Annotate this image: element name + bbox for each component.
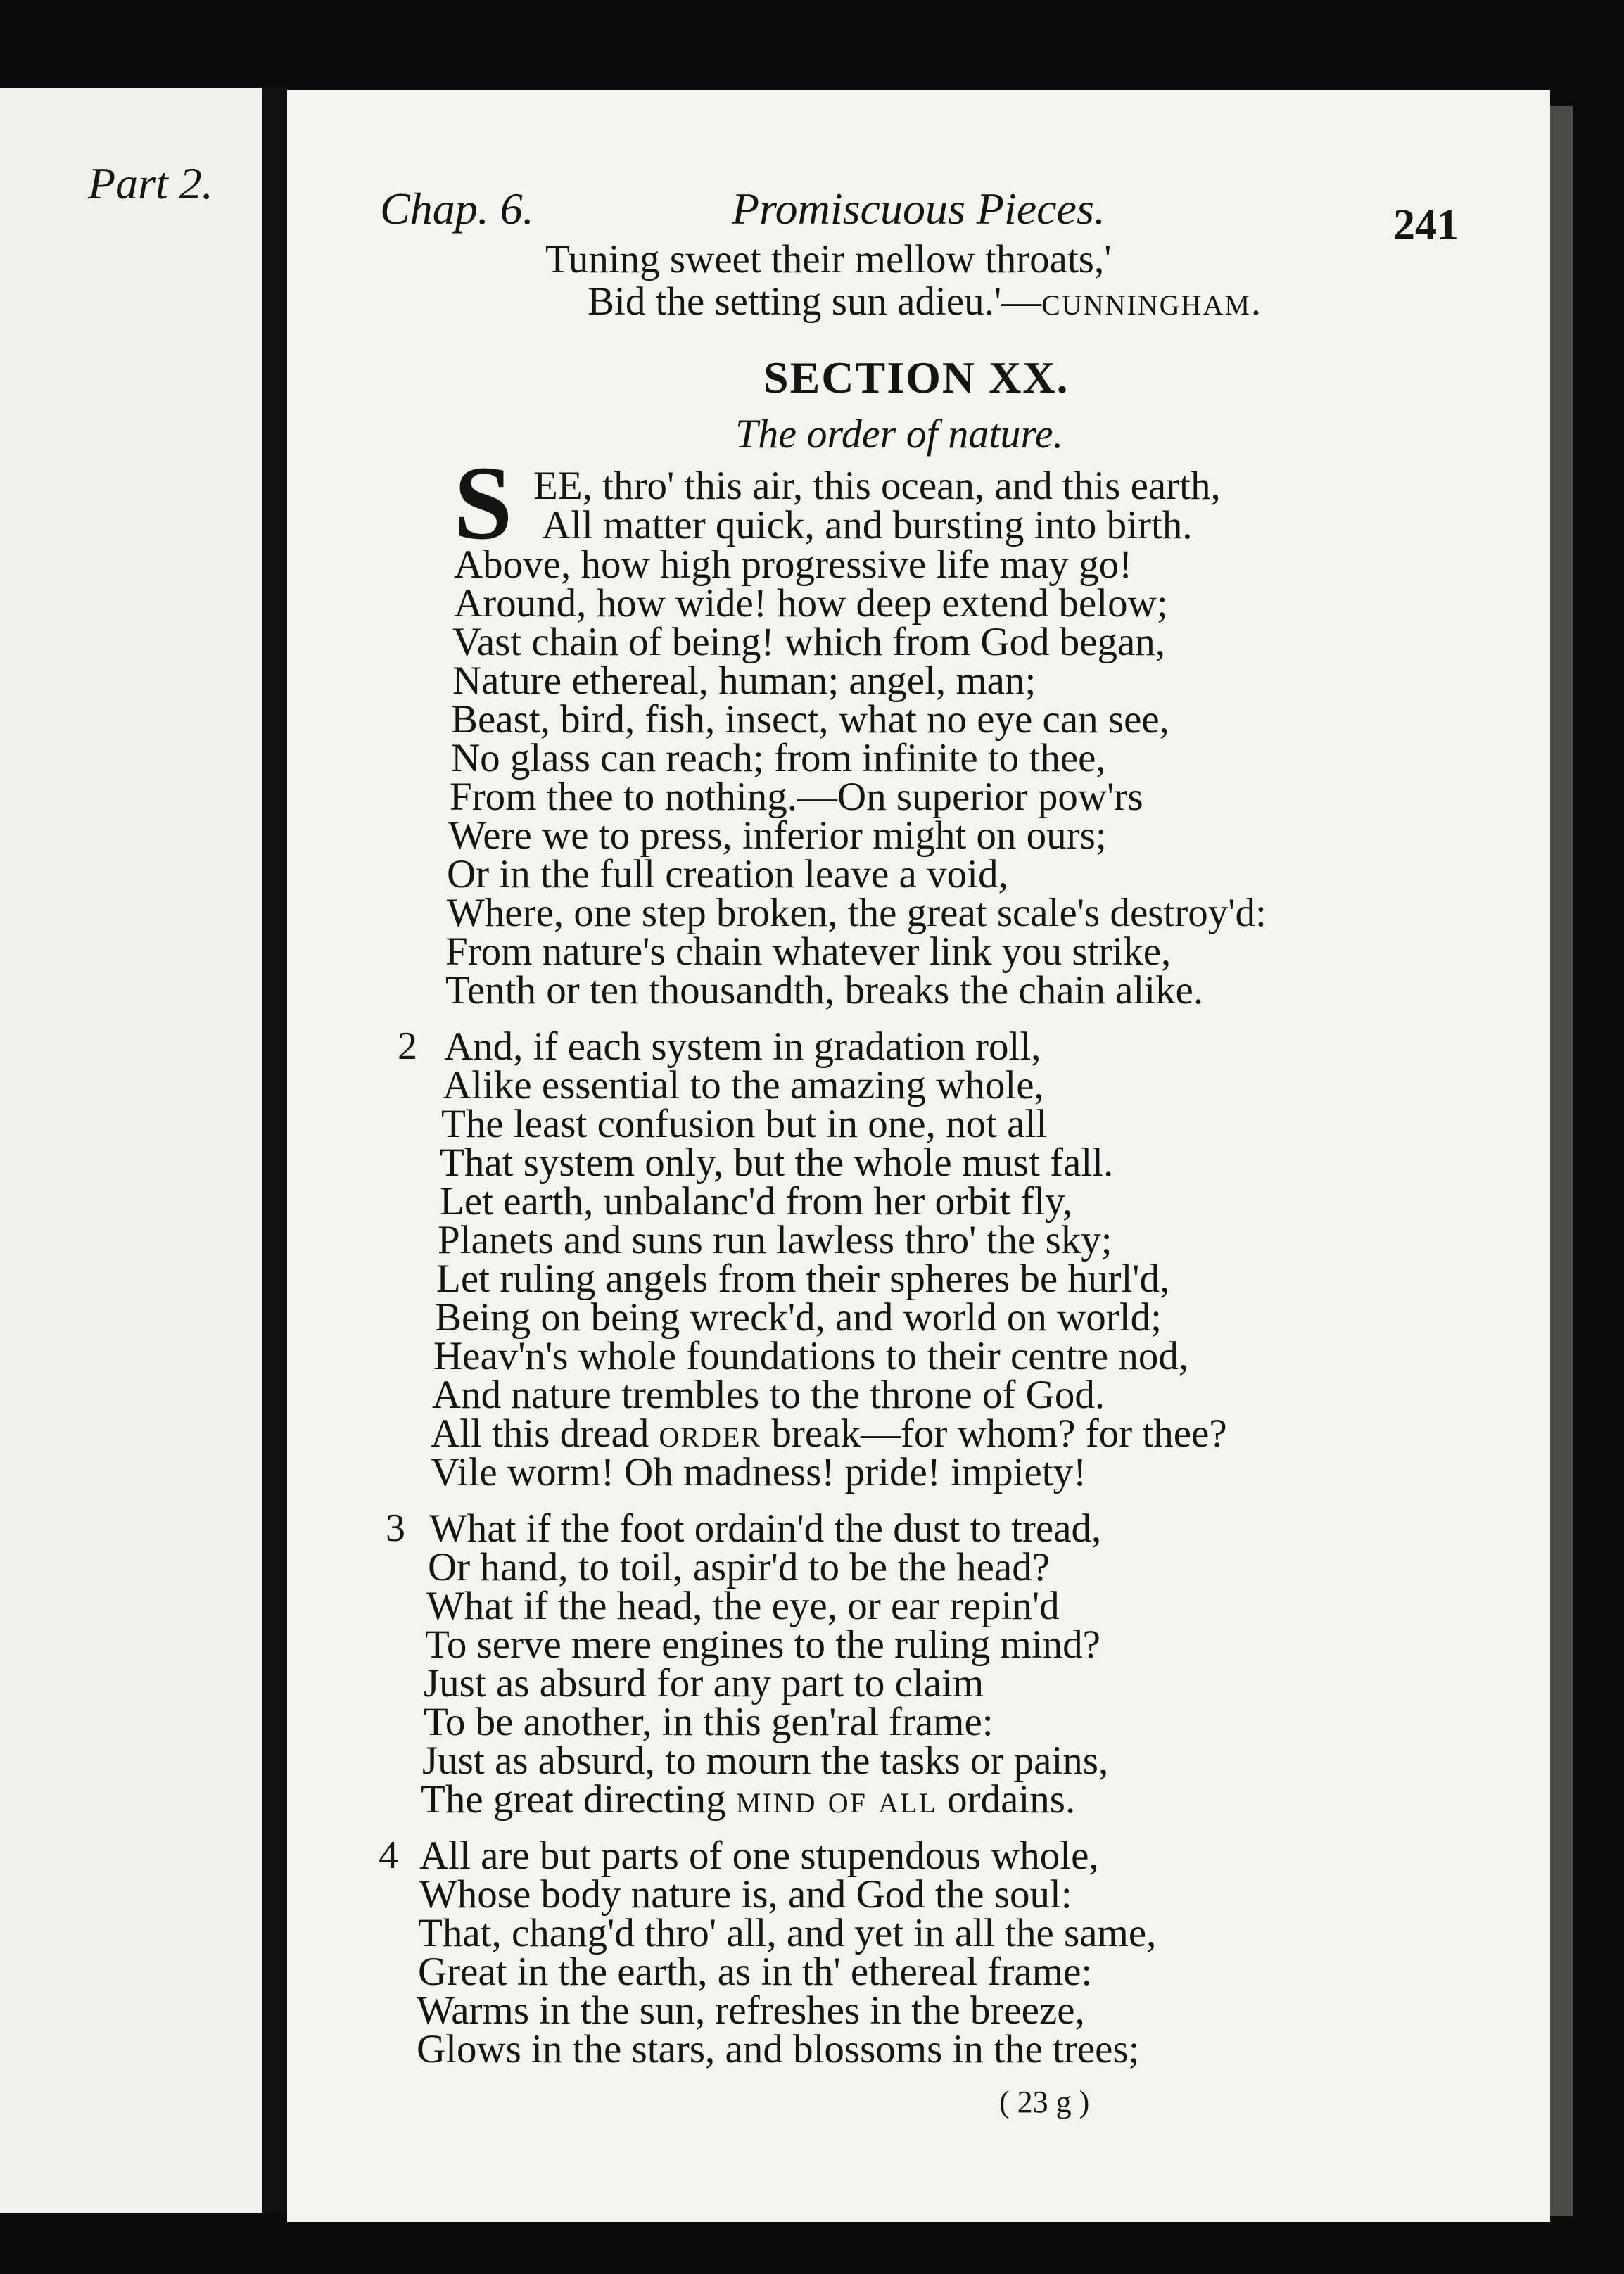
signature-mark: ( 23 g )	[999, 2085, 1090, 2119]
poem-line: To serve mere engines to the ruling mind?	[425, 1622, 1100, 1667]
page-gutter	[262, 88, 287, 2213]
stanza-number: 2	[398, 1024, 417, 1068]
poem-line: All this dread order break—for whom? for thee?	[431, 1411, 1227, 1456]
page-header	[380, 183, 1471, 249]
poem-line: Vast chain of being! which from God began,	[452, 620, 1166, 664]
page-number: 241	[1393, 201, 1459, 249]
poem-line: All are but parts of one stupendous whole,	[419, 1834, 1099, 1878]
small-caps-text: mind of all	[735, 1777, 937, 1822]
poem-line: The great directing mind of all ordains.	[421, 1777, 1076, 1822]
poem-line: Planets and suns run lawless thro' the sky;	[438, 1218, 1112, 1262]
poem-line: Let ruling angels from their spheres be hurl'd,	[436, 1257, 1170, 1301]
poem-line: The least confusion but in one, not all	[441, 1102, 1048, 1146]
poem-line: Or hand, to toil, aspir'd to be the head?	[428, 1545, 1051, 1589]
drop-cap: S	[454, 445, 513, 561]
poem-line: EE, thro' this air, this ocean, and this earth,	[533, 464, 1221, 508]
left-page	[0, 88, 278, 2213]
poem-line: Whose body nature is, and God the soul:	[419, 1872, 1072, 1917]
poem-line: That system only, but the whole must fall.	[440, 1141, 1114, 1185]
poem-line: Around, how wide! how deep extend below;	[454, 581, 1168, 625]
poem-line: From thee to nothing.—On superior pow'rs	[450, 775, 1143, 819]
preceding-line: Bid the setting sun adieu.'—cunningham.	[588, 279, 1263, 324]
poem-line: Heav'n's whole foundations to their centre nod,	[433, 1334, 1189, 1378]
poem-line: To be another, in this gen'ral frame:	[424, 1700, 994, 1744]
preceding-line: Tuning sweet their mellow throats,'	[545, 237, 1112, 281]
poem-line: Warms in the sun, refreshes in the breeze,	[417, 1988, 1085, 2033]
small-caps-text: order	[659, 1411, 762, 1456]
poem-line: Vile worm! Oh madness! pride! impiety!	[431, 1450, 1087, 1494]
poem-line: Just as absurd, to mourn the tasks or pains,	[422, 1739, 1109, 1783]
running-title: Promiscuous Pieces.	[732, 184, 1105, 234]
stanza-number: 4	[379, 1834, 398, 1877]
poem-line: Beast, bird, fish, insect, what no eye can see,	[451, 697, 1169, 742]
poem-line: Glows in the stars, and blossoms in the trees;	[417, 2027, 1140, 2071]
poem-line: No glass can reach; from infinite to thee,	[451, 736, 1106, 780]
poem-line: And, if each system in gradation roll,	[444, 1024, 1041, 1069]
poem-line: Were we to press, inferior might on ours;	[448, 813, 1107, 858]
poem-line: Great in the earth, as in th' ethereal frame:	[418, 1950, 1093, 1994]
poem-line: Being on being wreck'd, and world on world;	[435, 1295, 1162, 1340]
poem-line: That, chang'd thro' all, and yet in all the same,	[418, 1911, 1157, 1955]
page-edge	[1550, 106, 1573, 2216]
poem-line: From nature's chain whatever link you strike,	[445, 929, 1172, 974]
section-title: SECTION XX.	[763, 352, 1070, 402]
section-subtitle: The order of nature.	[735, 411, 1064, 457]
poem-line: Let earth, unbalanc'd from her orbit fly,	[440, 1179, 1073, 1224]
poem-line: Above, how high progressive life may go!	[454, 542, 1133, 587]
poem-line: Just as absurd for any part to claim	[424, 1661, 984, 1706]
poem-line: What if the foot ordain'd the dust to tread,	[429, 1506, 1102, 1551]
poem-line: Or in the full creation leave a void,	[447, 852, 1008, 896]
poem-line: All matter quick, and bursting into birth.	[542, 503, 1193, 547]
poem-line: Tenth or ten thousandth, breaks the chain alike.	[445, 968, 1204, 1012]
left-page-header: Part 2.	[88, 158, 213, 208]
chapter-label: Chap. 6.	[380, 184, 534, 234]
poem-line: Nature ethereal, human; angel, man;	[452, 659, 1036, 703]
poem-line: What if the head, the eye, or ear repin'd	[426, 1584, 1060, 1628]
poem-line: Alike essential to the amazing whole,	[443, 1063, 1044, 1107]
stanza-number: 3	[386, 1506, 405, 1550]
attribution: cunningham.	[1041, 279, 1263, 324]
poem-line: And nature trembles to the throne of God.	[432, 1373, 1105, 1417]
poem-line: Where, one step broken, the great scale's destroy'd:	[447, 891, 1267, 935]
